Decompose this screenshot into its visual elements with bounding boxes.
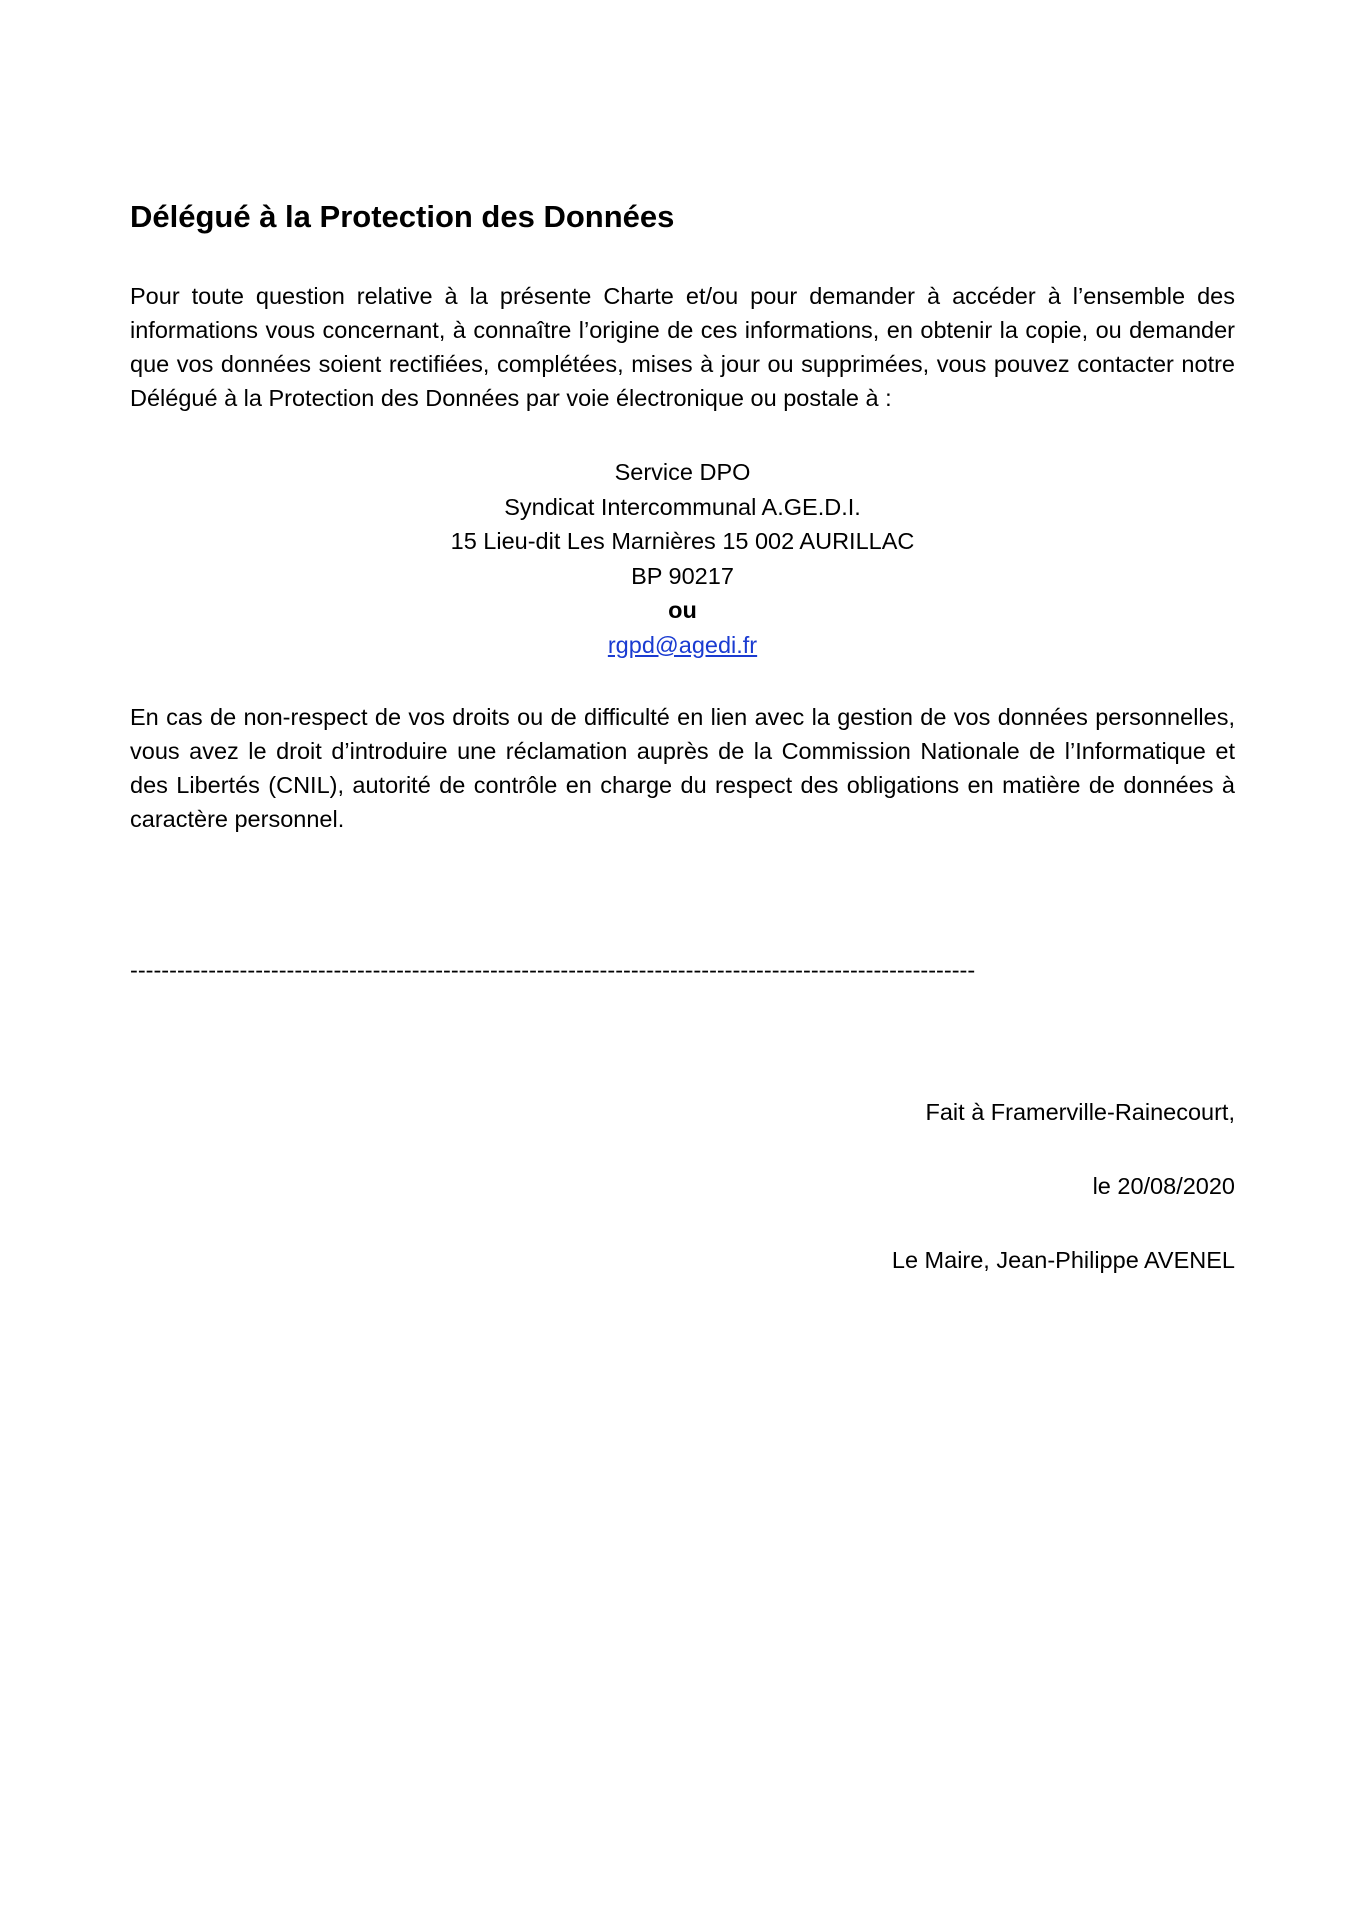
address-street-line: 15 Lieu-dit Les Marnières 15 002 AURILLAC (450, 528, 915, 554)
address-service-line: Service DPO (614, 459, 751, 485)
dpo-address-block (130, 455, 1235, 662)
intro-paragraph: Pour toute question relative à la présente Charte et/ou pour demander à accéder à l’ensemble des informations vous concernant, à connaître l’origine de ces informations, en obtenir la copie, ou demander que vos données soient rectifiées, complétées, mises à jour ou supprimées, vous pouvez contacter notre Délégué à la Protection des Données par voie électronique ou postale à : (130, 283, 1235, 411)
address-or-separator: ou (668, 597, 697, 623)
address-email-row (130, 628, 1235, 663)
document-content (130, 195, 1235, 1273)
address-po-box-line: BP 90217 (631, 562, 734, 589)
signature-place: Fait à Framerville-Rainecourt, (925, 1099, 1235, 1125)
address-organization-line: Syndicat Intercommunal A.GE.D.I. (504, 493, 861, 520)
dpo-email-link[interactable]: rgpd@agedi.fr (607, 631, 758, 658)
page-title: Délégué à la Protection des Données (130, 199, 675, 234)
cnil-paragraph: En cas de non-respect de vos droits ou de difficulté en lien avec la gestion de vos données personnelles, vous avez le droit d’introduire une réclamation auprès de la Commission Nationale de l’Informatique et des Libertés (CNIL), autorité de contrôle en charge du respect des obligations en matière de données à caractère personnel. (130, 704, 1235, 832)
signature-mayor: Le Maire, Jean-Philippe AVENEL (891, 1247, 1235, 1273)
dashed-separator: ------------------------------------------------------------------------------------------------------------ (130, 957, 976, 983)
signature-date: le 20/08/2020 (1092, 1173, 1235, 1199)
